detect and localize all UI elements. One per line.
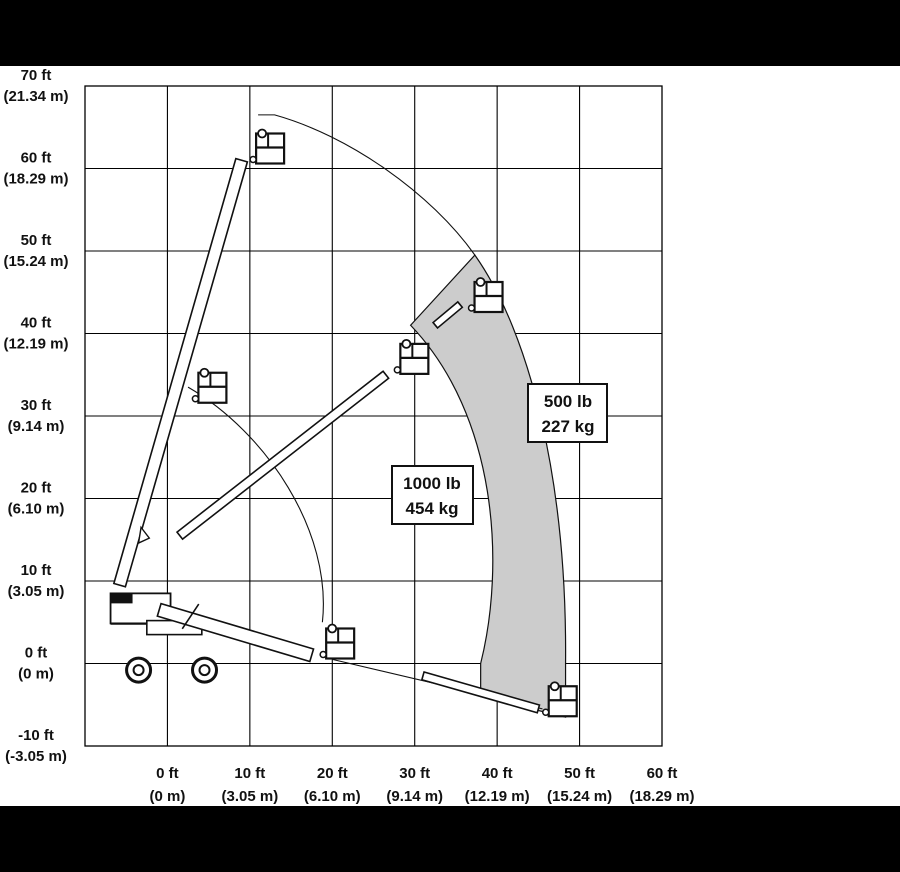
capacity-454-kg: 454 kg [405, 499, 459, 518]
y-tick-ft: -10 ft [18, 727, 54, 744]
y-axis-labels [3, 67, 68, 765]
y-tick-ft: 20 ft [20, 479, 52, 497]
capacity-label-1000 [392, 466, 473, 524]
y-tick-m: (12.19 m) [3, 335, 69, 353]
y-tick-ft: 0 ft [24, 644, 48, 662]
y-tick-ft: 30 ft [20, 397, 52, 414]
x-tick-m: (0 m) [149, 788, 186, 805]
x-tick-m: (12.19 m) [464, 788, 530, 805]
y-tick-m: (15.24 m) [3, 253, 69, 270]
basket-outer-upper [469, 278, 503, 312]
y-tick-m: (3.05 m) [7, 583, 65, 600]
basket-max-height [250, 130, 284, 164]
y-tick-ft: 10 ft [20, 562, 52, 579]
y-tick-ft: 50 ft [20, 232, 52, 249]
basket-max-outreach [543, 682, 577, 716]
x-tick-ft: 20 ft [316, 765, 348, 782]
capacity-1000-lb: 1000 lb [403, 474, 461, 493]
inner-envelope-arc [188, 387, 323, 622]
y-tick-ft: 40 ft [20, 314, 52, 332]
x-tick-ft: 40 ft [481, 765, 513, 782]
y-tick-ft: 70 ft [20, 67, 52, 84]
range-chart-svg [0, 66, 900, 806]
x-tick-ft: 30 ft [399, 765, 431, 782]
x-tick-ft: 50 ft [564, 765, 595, 782]
x-tick-ft: 10 ft [234, 765, 266, 782]
y-tick-m: (18.29 m) [3, 170, 69, 188]
capacity-label-500 [528, 384, 607, 442]
y-tick-m: (9.14 m) [7, 418, 65, 435]
x-tick-ft: 60 ft [646, 765, 678, 782]
y-tick-ft: 60 ft [20, 149, 52, 167]
y-tick-m: (-3.05 m) [5, 748, 67, 765]
x-axis-labels [150, 765, 695, 805]
capacity-227-kg: 227 kg [541, 417, 595, 436]
y-tick-m: (0 m) [18, 665, 54, 683]
y-tick-m: (21.34 m) [3, 88, 69, 105]
max-envelope-arc [258, 115, 475, 255]
working-range-diagram [0, 66, 900, 806]
x-tick-m: (15.24 m) [547, 788, 613, 805]
basket-low-retracted [320, 625, 354, 659]
basket-retracted-high [192, 369, 226, 403]
x-tick-ft: 0 ft [156, 765, 179, 782]
basket-mid-horizontal [394, 340, 428, 374]
x-tick-m: (18.29 m) [629, 788, 695, 805]
x-tick-m: (6.10 m) [303, 788, 361, 805]
x-tick-m: (9.14 m) [386, 788, 444, 805]
capacity-500-lb: 500 lb [543, 392, 593, 411]
y-tick-m: (6.10 m) [7, 500, 65, 518]
boom-pivot-mark [139, 527, 150, 543]
x-tick-m: (3.05 m) [221, 788, 279, 805]
